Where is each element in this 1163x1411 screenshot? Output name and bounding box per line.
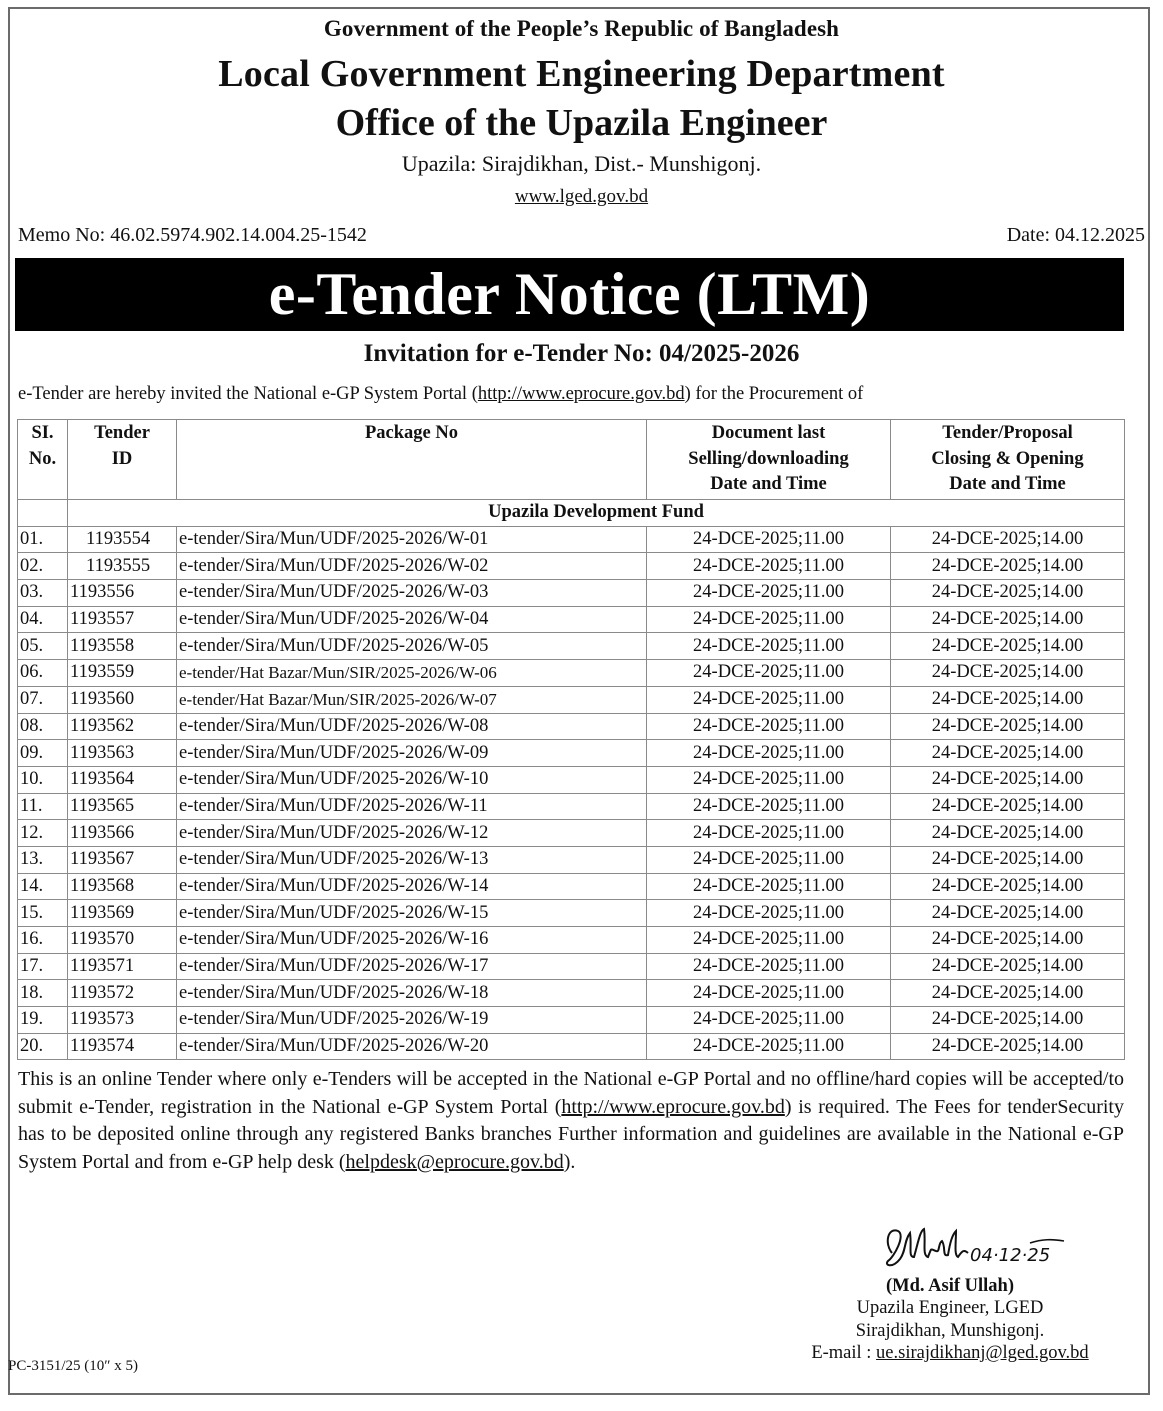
group-sl-cell <box>18 500 68 527</box>
print-code: PC-3151/25 (10″ x 5) <box>8 1358 138 1374</box>
table-row <box>18 793 1125 820</box>
cell-doc-selling: 24-DCE-2025;11.00 <box>647 873 891 900</box>
cell-doc-selling: 24-DCE-2025;11.00 <box>647 740 891 767</box>
signatory-designation: Upazila Engineer, LGED <box>856 1298 1044 1318</box>
cell-package: e-tender/Sira/Mun/UDF/2025-2026/W-10 <box>177 766 647 793</box>
cell-closing: 24-DCE-2025;14.00 <box>891 953 1125 980</box>
cell-doc-selling: 24-DCE-2025;11.00 <box>647 820 891 847</box>
cell-sl: 10. <box>18 766 68 793</box>
table-header-row <box>18 420 1125 500</box>
cell-doc-selling: 24-DCE-2025;11.00 <box>647 633 891 660</box>
cell-tender-id: 1193559 <box>68 660 177 687</box>
cell-doc-selling: 24-DCE-2025;11.00 <box>647 580 891 607</box>
cell-package: e-tender/Sira/Mun/UDF/2025-2026/W-20 <box>177 1033 647 1060</box>
memo-number: Memo No: 46.02.5974.902.14.004.25-1542 <box>18 224 367 246</box>
table-row <box>18 766 1125 793</box>
cell-closing: 24-DCE-2025;14.00 <box>891 873 1125 900</box>
cell-sl: 02. <box>18 553 68 580</box>
cell-tender-id: 1193558 <box>68 633 177 660</box>
cell-doc-selling: 24-DCE-2025;11.00 <box>647 793 891 820</box>
cell-package: e-tender/Sira/Mun/UDF/2025-2026/W-12 <box>177 820 647 847</box>
table-row <box>18 713 1125 740</box>
cell-tender-id: 1193567 <box>68 846 177 873</box>
cell-tender-id: 1193563 <box>68 740 177 767</box>
cell-sl: 13. <box>18 846 68 873</box>
cell-tender-id: 1193572 <box>68 980 177 1007</box>
terms-text-3: ). <box>563 1150 576 1173</box>
column-header-package: Package No <box>177 420 647 500</box>
cell-closing: 24-DCE-2025;14.00 <box>891 820 1125 847</box>
cell-sl: 15. <box>18 900 68 927</box>
cell-package: e-tender/Sira/Mun/UDF/2025-2026/W-19 <box>177 1007 647 1034</box>
cell-tender-id: 1193554 <box>68 526 177 553</box>
group-row <box>18 500 1125 527</box>
helpdesk-email-link[interactable]: helpdesk@eprocure.gov.bd <box>345 1150 564 1173</box>
signatory-email-link[interactable]: ue.sirajdikhanj@lged.gov.bd <box>876 1343 1089 1363</box>
cell-closing: 24-DCE-2025;14.00 <box>891 633 1125 660</box>
table-row <box>18 927 1125 954</box>
cell-closing: 24-DCE-2025;14.00 <box>891 580 1125 607</box>
table-row <box>18 660 1125 687</box>
terms-paragraph <box>18 1066 1124 1176</box>
cell-package: e-tender/Sira/Mun/UDF/2025-2026/W-16 <box>177 927 647 954</box>
group-label: Upazila Development Fund <box>68 500 1125 527</box>
cell-closing: 24-DCE-2025;14.00 <box>891 526 1125 553</box>
cell-tender-id: 1193569 <box>68 900 177 927</box>
cell-tender-id: 1193570 <box>68 927 177 954</box>
cell-doc-selling: 24-DCE-2025;11.00 <box>647 766 891 793</box>
column-header-tender-id: Tender ID <box>68 420 177 500</box>
intro-text-end: ) for the Procurement of <box>684 384 864 404</box>
cell-package: e-tender/Sira/Mun/UDF/2025-2026/W-04 <box>177 606 647 633</box>
cell-tender-id: 1193565 <box>68 793 177 820</box>
cell-sl: 14. <box>18 873 68 900</box>
cell-doc-selling: 24-DCE-2025;11.00 <box>647 713 891 740</box>
cell-tender-id: 1193556 <box>68 580 177 607</box>
cell-tender-id: 1193560 <box>68 686 177 713</box>
intro-paragraph <box>18 384 863 405</box>
cell-tender-id: 1193555 <box>68 553 177 580</box>
invitation-title: Invitation for e-Tender No: 04/2025-2026 <box>363 340 800 367</box>
cell-sl: 18. <box>18 980 68 1007</box>
cell-sl: 06. <box>18 660 68 687</box>
cell-closing: 24-DCE-2025;14.00 <box>891 793 1125 820</box>
cell-package: e-tender/Sira/Mun/UDF/2025-2026/W-14 <box>177 873 647 900</box>
government-heading: Government of the People’s Republic of Bangladesh <box>323 16 840 41</box>
table-row <box>18 686 1125 713</box>
location-line: Upazila: Sirajdikhan, Dist.- Munshigonj. <box>401 151 762 176</box>
cell-package: e-tender/Hat Bazar/Mun/SIR/2025-2026/W-06 <box>177 660 647 687</box>
memo-date: Date: 04.12.2025 <box>1006 224 1145 246</box>
cell-closing: 24-DCE-2025;14.00 <box>891 553 1125 580</box>
table-row <box>18 900 1125 927</box>
cell-package: e-tender/Sira/Mun/UDF/2025-2026/W-03 <box>177 580 647 607</box>
column-header-closing: Tender/Proposal Closing & Opening Date and Time <box>891 420 1125 500</box>
table-row <box>18 633 1125 660</box>
cell-package: e-tender/Sira/Mun/UDF/2025-2026/W-02 <box>177 553 647 580</box>
cell-package: e-tender/Sira/Mun/UDF/2025-2026/W-05 <box>177 633 647 660</box>
signatory-block <box>780 1213 1120 1365</box>
cell-sl: 01. <box>18 526 68 553</box>
table-row <box>18 873 1125 900</box>
cell-sl: 16. <box>18 927 68 954</box>
office-heading: Office of the Upazila Engineer <box>335 102 828 144</box>
cell-closing: 24-DCE-2025;14.00 <box>891 1033 1125 1060</box>
cell-doc-selling: 24-DCE-2025;11.00 <box>647 980 891 1007</box>
website-link-text[interactable]: www.lged.gov.bd <box>514 186 649 207</box>
column-header-doc-selling: Document last Selling/downloading Date and Time <box>647 420 891 500</box>
cell-sl: 04. <box>18 606 68 633</box>
tender-table <box>17 419 1125 1060</box>
cell-doc-selling: 24-DCE-2025;11.00 <box>647 553 891 580</box>
cell-sl: 11. <box>18 793 68 820</box>
cell-package: e-tender/Sira/Mun/UDF/2025-2026/W-01 <box>177 526 647 553</box>
cell-closing: 24-DCE-2025;14.00 <box>891 927 1125 954</box>
terms-text-2: ) is required. The Fees for tenderSecurity has to be deposited online through any registered Banks branches Further information and guidelines are available in the National e-GP System Portal and from e-GP help desk ( <box>18 1095 1124 1173</box>
cell-sl: 12. <box>18 820 68 847</box>
cell-package: e-tender/Sira/Mun/UDF/2025-2026/W-09 <box>177 740 647 767</box>
intro-text: e-Tender are hereby invited the National e-GP System Portal ( <box>18 384 478 404</box>
cell-package: e-tender/Sira/Mun/UDF/2025-2026/W-08 <box>177 713 647 740</box>
cell-closing: 24-DCE-2025;14.00 <box>891 1007 1125 1034</box>
cell-sl: 05. <box>18 633 68 660</box>
eprocure-link-footer[interactable]: http://www.eprocure.gov.bd <box>561 1095 785 1118</box>
table-row <box>18 820 1125 847</box>
table-row <box>18 980 1125 1007</box>
cell-package: e-tender/Sira/Mun/UDF/2025-2026/W-15 <box>177 900 647 927</box>
table-row <box>18 740 1125 767</box>
cell-tender-id: 1193568 <box>68 873 177 900</box>
signatory-email-line <box>780 1342 1120 1365</box>
cell-closing: 24-DCE-2025;14.00 <box>891 900 1125 927</box>
cell-doc-selling: 24-DCE-2025;11.00 <box>647 686 891 713</box>
cell-package: e-tender/Hat Bazar/Mun/SIR/2025-2026/W-07 <box>177 686 647 713</box>
column-header-sl: SI. No. <box>18 420 68 500</box>
table-row <box>18 580 1125 607</box>
cell-tender-id: 1193557 <box>68 606 177 633</box>
email-label: E-mail : <box>811 1343 877 1363</box>
cell-package: e-tender/Sira/Mun/UDF/2025-2026/W-17 <box>177 953 647 980</box>
cell-doc-selling: 24-DCE-2025;11.00 <box>647 927 891 954</box>
department-heading: Local Government Engineering Department <box>218 53 945 95</box>
cell-doc-selling: 24-DCE-2025;11.00 <box>647 846 891 873</box>
cell-closing: 24-DCE-2025;14.00 <box>891 660 1125 687</box>
table-row <box>18 953 1125 980</box>
cell-sl: 20. <box>18 1033 68 1060</box>
cell-closing: 24-DCE-2025;14.00 <box>891 606 1125 633</box>
website-link[interactable] <box>0 186 1163 208</box>
notice-title-banner: e-Tender Notice (LTM) <box>15 258 1124 331</box>
table-row <box>18 1033 1125 1060</box>
cell-tender-id: 1193574 <box>68 1033 177 1060</box>
signatory-location: Sirajdikhan, Munshigonj. <box>855 1320 1045 1341</box>
table-row <box>18 553 1125 580</box>
cell-sl: 09. <box>18 740 68 767</box>
signature-icon <box>780 1213 1120 1275</box>
cell-sl: 08. <box>18 713 68 740</box>
cell-doc-selling: 24-DCE-2025;11.00 <box>647 526 891 553</box>
cell-doc-selling: 24-DCE-2025;11.00 <box>647 606 891 633</box>
signatory-name: (Md. Asif Ullah) <box>886 1276 1014 1296</box>
table-row <box>18 846 1125 873</box>
cell-tender-id: 1193566 <box>68 820 177 847</box>
cell-sl: 19. <box>18 1007 68 1034</box>
cell-closing: 24-DCE-2025;14.00 <box>891 846 1125 873</box>
terms-text-1: This is an online Tender where only e-Tenders will be accepted in the National e-GP Portal and no offline/hard copies will be accepted/to submit e-Tender, registration in the National e-GP System Portal ( <box>18 1068 1124 1118</box>
cell-sl: 17. <box>18 953 68 980</box>
cell-doc-selling: 24-DCE-2025;11.00 <box>647 900 891 927</box>
cell-sl: 03. <box>18 580 68 607</box>
table-row <box>18 606 1125 633</box>
cell-tender-id: 1193562 <box>68 713 177 740</box>
cell-doc-selling: 24-DCE-2025;11.00 <box>647 1007 891 1034</box>
table-row <box>18 1007 1125 1034</box>
cell-closing: 24-DCE-2025;14.00 <box>891 713 1125 740</box>
cell-doc-selling: 24-DCE-2025;11.00 <box>647 660 891 687</box>
cell-doc-selling: 24-DCE-2025;11.00 <box>647 1033 891 1060</box>
cell-tender-id: 1193571 <box>68 953 177 980</box>
cell-closing: 24-DCE-2025;14.00 <box>891 740 1125 767</box>
svg-text:04·12·25: 04·12·25 <box>970 1245 1051 1266</box>
cell-doc-selling: 24-DCE-2025;11.00 <box>647 953 891 980</box>
table-row <box>18 526 1125 553</box>
cell-package: e-tender/Sira/Mun/UDF/2025-2026/W-11 <box>177 793 647 820</box>
cell-tender-id: 1193564 <box>68 766 177 793</box>
cell-package: e-tender/Sira/Mun/UDF/2025-2026/W-13 <box>177 846 647 873</box>
cell-closing: 24-DCE-2025;14.00 <box>891 686 1125 713</box>
cell-closing: 24-DCE-2025;14.00 <box>891 980 1125 1007</box>
cell-closing: 24-DCE-2025;14.00 <box>891 766 1125 793</box>
cell-package: e-tender/Sira/Mun/UDF/2025-2026/W-18 <box>177 980 647 1007</box>
cell-sl: 07. <box>18 686 68 713</box>
cell-tender-id: 1193573 <box>68 1007 177 1034</box>
handwritten-signature-icon <box>780 1213 1120 1275</box>
eprocure-link[interactable]: http://www.eprocure.gov.bd <box>477 384 685 404</box>
